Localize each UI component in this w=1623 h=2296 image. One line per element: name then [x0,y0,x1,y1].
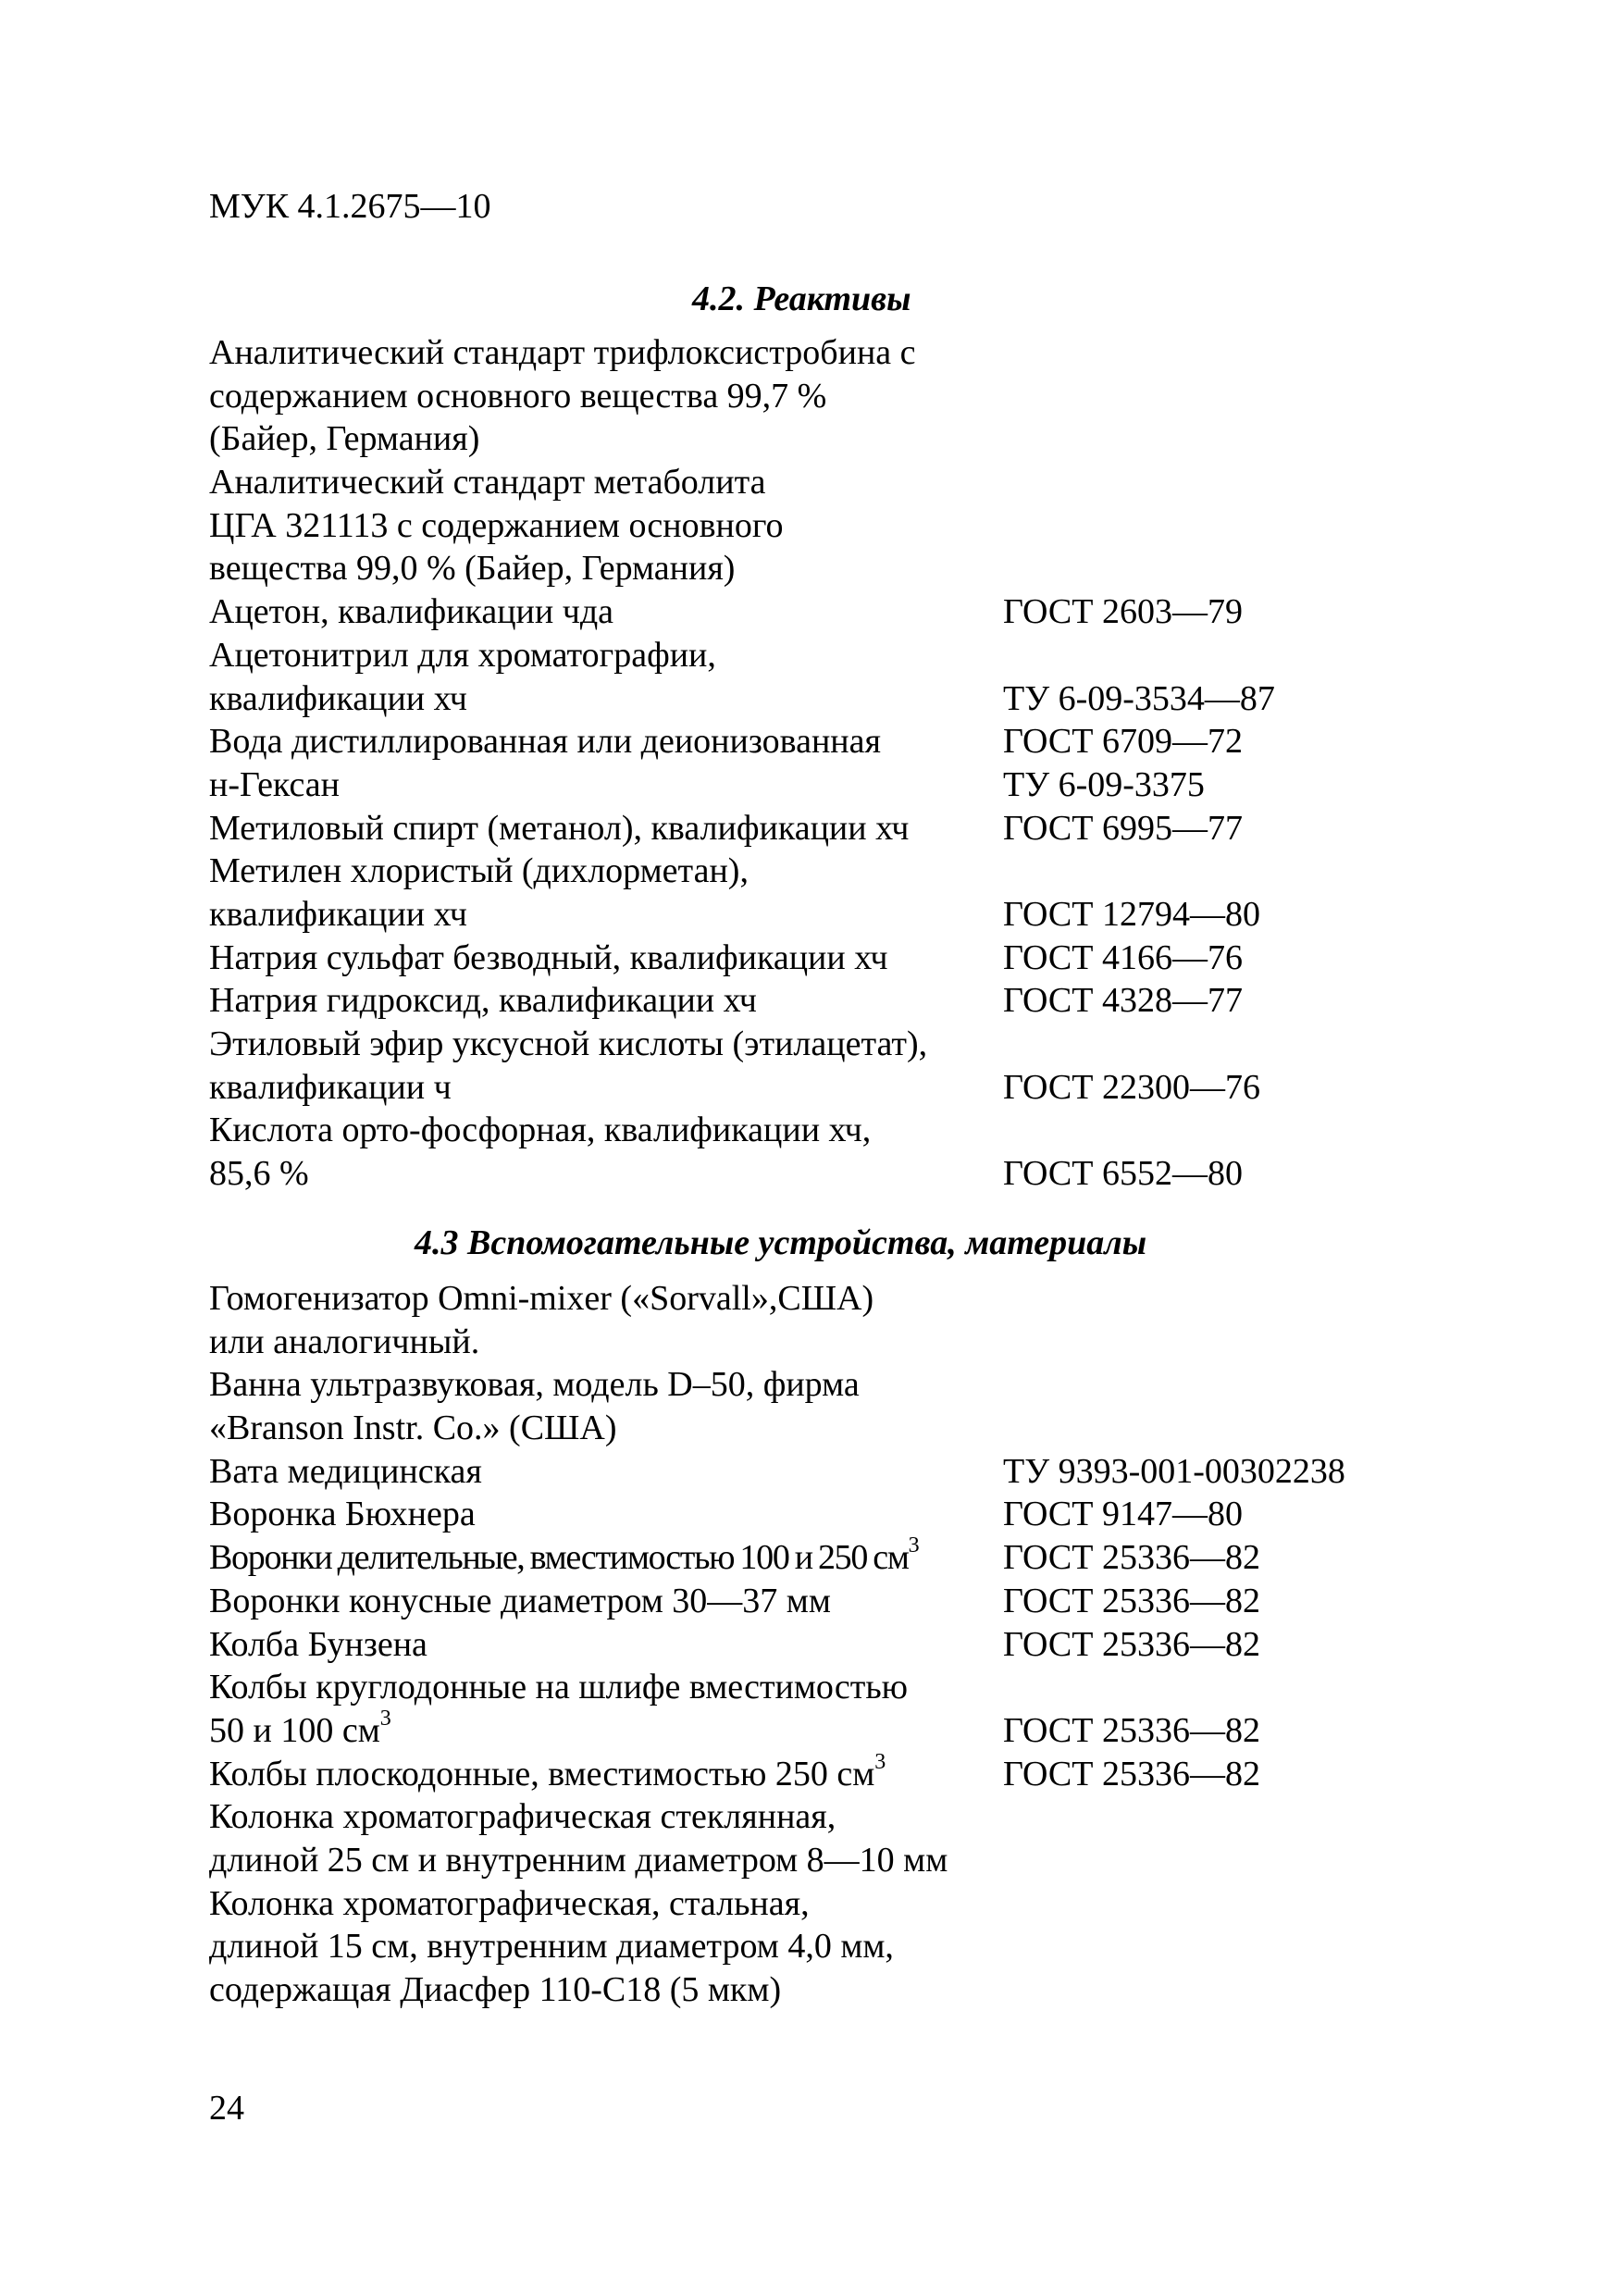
list-item [209,1321,1505,1364]
item-name-text: Колбы круглодонные на шлифе вместимостью [209,1668,909,1707]
list-item [209,590,1505,634]
list-item [209,1623,1505,1667]
list-item [209,1580,1505,1623]
item-standard: ГОСТ 25336—82 [1003,1538,1260,1578]
item-name: квалификации хч [209,678,467,718]
list-item [209,1795,1505,1839]
item-name [209,1450,1003,1494]
item-name [209,1925,1003,1968]
item-standard: ГОСТ 25336—82 [1003,1581,1260,1620]
list-item [209,504,1505,548]
item-standard: ТУ 6-09-3534—87 [1003,678,1275,718]
list-item [209,331,1505,375]
page-number: 24 [209,2089,244,2128]
list-item [209,1023,1505,1066]
item-standard: ГОСТ 4328—77 [1003,981,1243,1021]
item-name [209,1968,1003,2012]
item-name [209,1277,1003,1321]
list-item [209,1109,1505,1152]
item-standard: ГОСТ 2603—79 [1003,592,1243,632]
item-name: квалификации хч [209,894,467,934]
item-name-text: 50 и 100 см [209,1710,380,1750]
item-name-text: длиной 25 см и внутренним диаметром 8—10 мм [209,1840,948,1880]
list-item [209,720,1505,763]
list-item [209,1363,1505,1407]
list-item [209,1152,1505,1196]
item-name-text: «Branson Instr. Co.» (США) [209,1409,617,1448]
superscript: 3 [874,1749,886,1774]
item-name: Этиловый эфир уксусной кислоты (этилацетат), [209,1024,928,1063]
item-name: н-Гексан [209,764,340,804]
item-name: содержанием основного вещества 99,7 % [209,376,827,416]
item-name [209,1882,1003,1926]
list-item [209,937,1505,980]
item-name [209,1795,1003,1839]
item-name: Аналитический стандарт метаболита [209,463,766,503]
list-item [209,1066,1505,1110]
item-name-text: длиной 15 см, внутренним диаметром 4,0 мм, [209,1927,894,1967]
item-name: Метилен хлористый (дихлорметан), [209,851,749,891]
item-name-text: Колбы плоскодонные, вместимостью 250 см [209,1754,875,1793]
list-item [209,979,1505,1023]
item-name [209,1706,1003,1753]
item-name [209,1407,1003,1450]
item-name [209,1363,1003,1407]
superscript: 3 [908,1533,919,1558]
item-name [209,1623,1003,1667]
list-item [209,375,1505,418]
item-standard: ГОСТ 9147—80 [1003,1495,1243,1534]
item-name [209,1321,1003,1364]
item-name-text: Воронки делительные, вместимостью 100 и 250 см [209,1538,909,1578]
list-item [209,1882,1505,1926]
item-name: Натрия гидроксид, квалификации хч [209,981,757,1021]
list-item [209,807,1505,850]
list-item [209,1493,1505,1536]
item-name: Аналитический стандарт трифлоксистробина с [209,333,916,372]
item-name-text: Вата медицинская [209,1451,482,1491]
superscript: 3 [379,1706,391,1731]
list-item [209,1533,1505,1580]
item-name [209,1493,1003,1536]
item-name-text: Колонка хроматографическая стеклянная, [209,1797,836,1837]
list-item [209,893,1505,937]
reagents-list [209,331,1505,1196]
item-standard: ГОСТ 6709—72 [1003,722,1243,762]
list-item [209,850,1505,893]
item-standard: ТУ 9393-001-00302238 [1003,1451,1345,1491]
item-name-text: Ванна ультразвуковая, модель D–50, фирма [209,1365,860,1405]
item-standard: ГОСТ 25336—82 [1003,1710,1260,1750]
item-name: Натрия сульфат безводный, квалификации хч [209,937,888,977]
item-name: квалификации ч [209,1067,452,1107]
item-name: (Байер, Германия) [209,419,480,459]
list-item [209,1407,1505,1450]
item-name-text: Воронка Бюхнера [209,1495,476,1534]
item-name: Вода дистиллированная или деионизованная [209,722,881,762]
item-name: Ацетон, квалификации чда [209,592,614,632]
item-name [209,1666,1003,1709]
list-item [209,417,1505,461]
item-name [209,1580,1003,1623]
item-standard: ГОСТ 25336—82 [1003,1624,1260,1664]
item-name [209,1839,1003,1882]
item-standard: ГОСТ 4166—76 [1003,937,1243,977]
item-name-text: Колба Бунзена [209,1624,427,1664]
list-item [209,1749,1505,1796]
item-standard: ГОСТ 25336—82 [1003,1754,1260,1793]
item-standard: ГОСТ 22300—76 [1003,1067,1260,1107]
list-item [209,634,1505,677]
item-name: 85,6 % [209,1154,309,1194]
list-item [209,1706,1505,1753]
item-name [209,1749,1003,1796]
section-title-equipment: 4.3 Вспомогательные устройства, материалы [415,1223,1147,1262]
list-item [209,461,1505,504]
item-name-text: Гомогенизатор Omni-mixer («Sorvall»,США) [209,1279,874,1318]
item-standard: ГОСТ 12794—80 [1003,894,1260,934]
item-name: вещества 99,0 % (Байер, Германия) [209,549,736,589]
list-item [209,1839,1505,1882]
item-name: Кислота орто-фосфорная, квалификации хч, [209,1111,872,1150]
item-name-text: содержащая Диасфер 110-С18 (5 мкм) [209,1970,782,2009]
item-standard: ГОСТ 6552—80 [1003,1154,1243,1194]
list-item [209,763,1505,807]
list-item [209,547,1505,590]
item-name-text: Воронки конусные диаметром 30—37 мм [209,1581,831,1620]
equipment-list [209,1277,1505,2012]
item-name: Ацетонитрил для хроматографии, [209,635,716,675]
list-item [209,677,1505,721]
list-item [209,1277,1505,1321]
section-title-reagents: 4.2. Реактивы [692,279,911,318]
list-item [209,1968,1505,2012]
list-item [209,1450,1505,1494]
item-name-text: Колонка хроматографическая, стальная, [209,1883,810,1923]
list-item [209,1666,1505,1709]
item-standard: ТУ 6-09-3375 [1003,764,1205,804]
item-name-text: или аналогичный. [209,1322,480,1361]
document-id-header: МУК 4.1.2675—10 [209,187,491,226]
list-item [209,1925,1505,1968]
item-standard: ГОСТ 6995—77 [1003,808,1243,848]
item-name [209,1533,1003,1580]
item-name: Метиловый спирт (метанол), квалификации хч [209,808,910,848]
item-name: ЦГА 321113 с содержанием основного [209,505,784,545]
